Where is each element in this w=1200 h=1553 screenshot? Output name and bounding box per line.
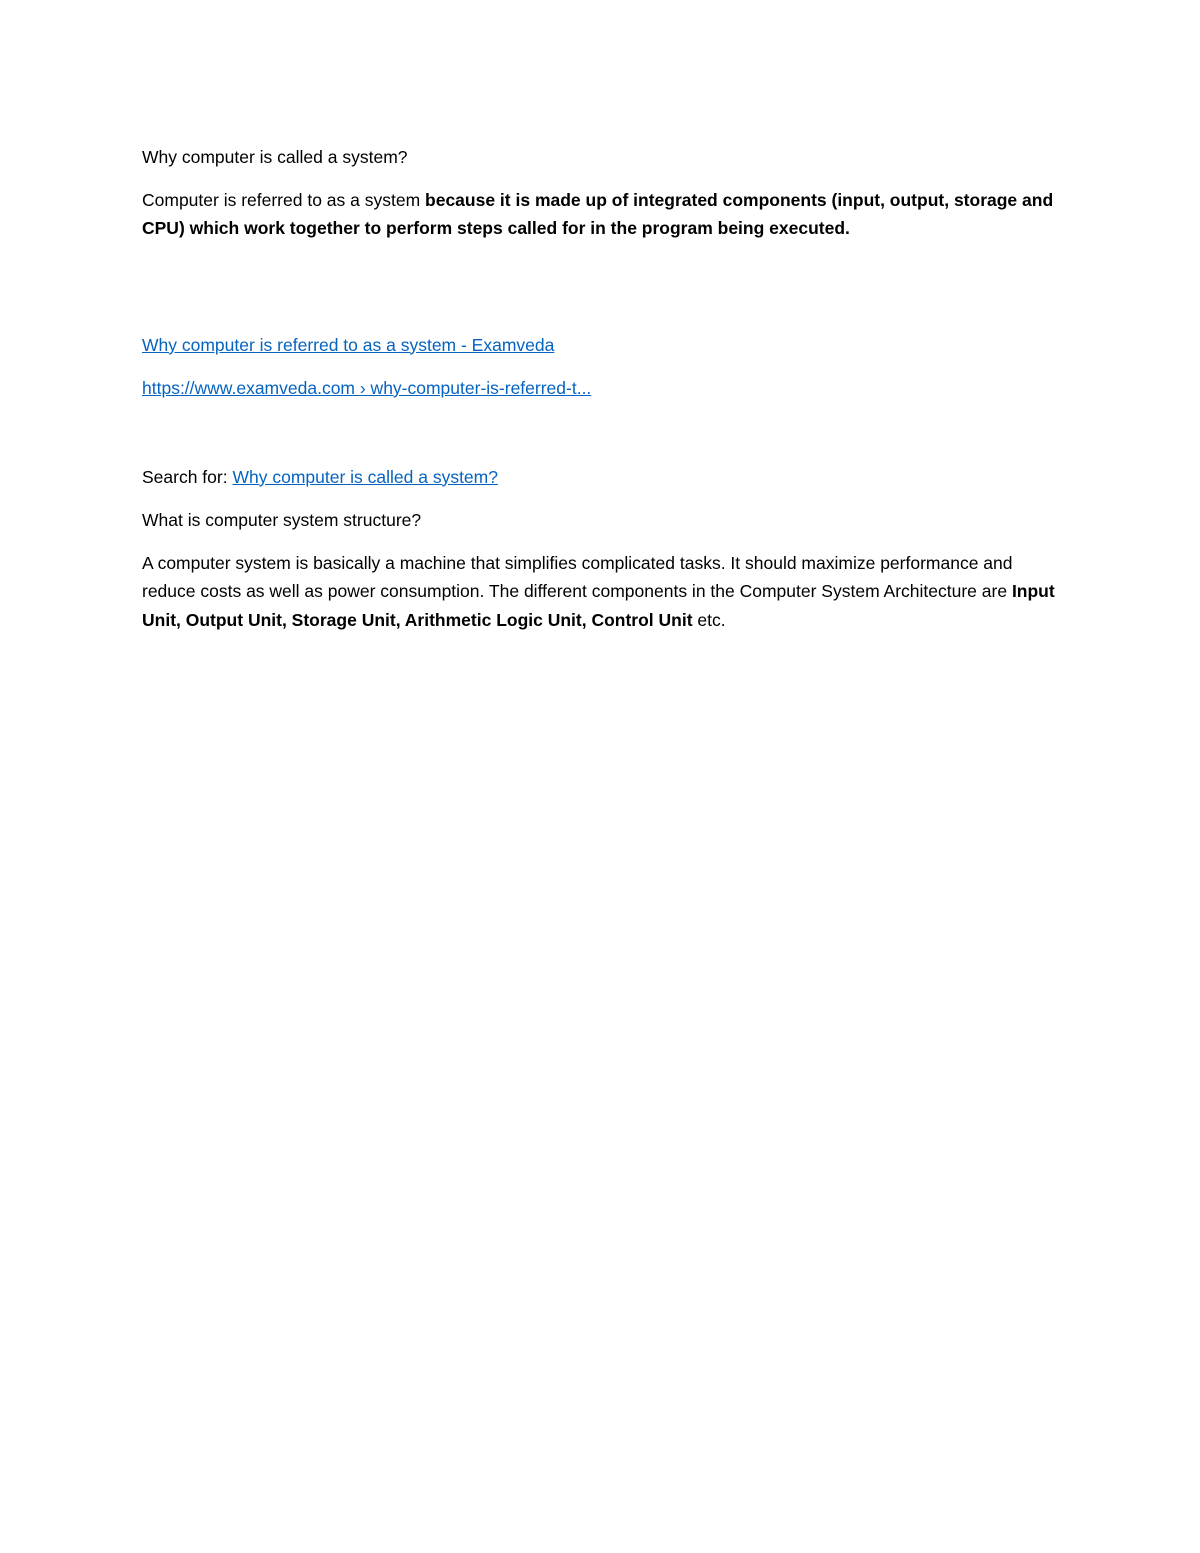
question-heading-2: What is computer system structure? (142, 510, 422, 530)
answer-1-bold-text: because it is made up of integrated components (input, output, storage and CPU) which work together to perform steps called for in the program being executed. (142, 189, 1054, 238)
question-heading-1: Why computer is called a system? (142, 147, 408, 167)
search-for-label: Search for: (142, 466, 233, 487)
result-url-link[interactable]: https://www.examveda.com › why-computer-is-referred-t... (142, 378, 592, 398)
answer-2-text: A computer system is basically a machine that simplifies complicated tasks. It should maximize performance and reduce costs as well as power consumption. The different components in the Computer System Architecture are (142, 552, 1013, 601)
answer-paragraph-1 (142, 186, 1067, 243)
search-query-link[interactable]: Why computer is called a system? (232, 466, 498, 487)
answer-1-text: Computer is referred to as a system (142, 189, 426, 210)
result-title-link[interactable]: Why computer is referred to as a system - Examveda (142, 334, 555, 355)
result-title-paragraph (142, 331, 1067, 360)
answer-paragraph-2 (142, 549, 1067, 635)
answer-2-bold-text: Input Unit, Output Unit, Storage Unit, Arithmetic Logic Unit, Control Unit (142, 581, 1055, 630)
answer-2-tail-text: etc. (692, 609, 726, 630)
result-url-paragraph (142, 374, 1067, 403)
document-body (142, 143, 1067, 634)
search-for-paragraph (142, 463, 1067, 492)
